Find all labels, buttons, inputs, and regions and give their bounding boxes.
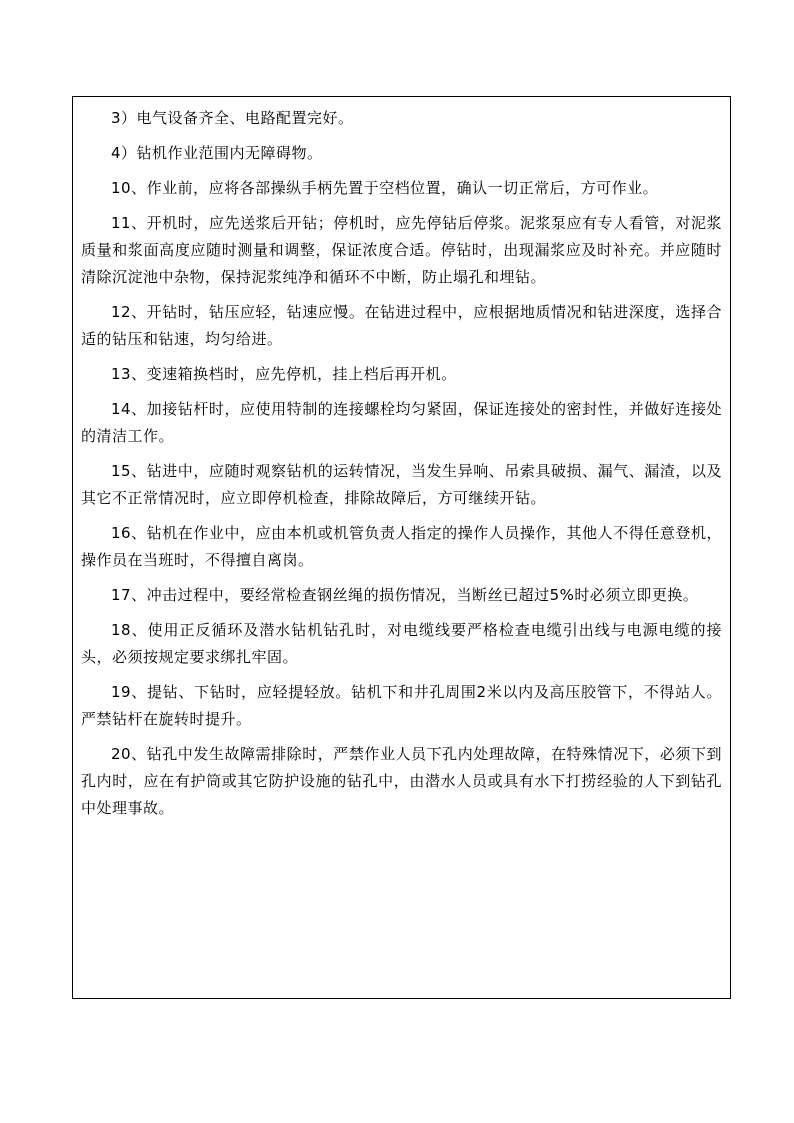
paragraph-rule-12: 12、开钻时，钻压应轻，钻速应慢。在钻进过程中，应根据地质情况和钻进深度，选择合适的钻压和钻速，均匀给进。	[81, 303, 722, 348]
paragraph-rule-15: 15、钻进中，应随时观察钻机的运转情况，当发生异响、吊索具破损、漏气、漏渣，以及其它不正常情况时，应立即停机检查，排除故障后，方可继续开钻。	[81, 462, 722, 507]
paragraph-rule-14: 14、加接钻杆时，应使用特制的连接螺栓均匀紧固，保证连接处的密封性，并做好连接处的清洁工作。	[81, 400, 722, 445]
paragraph-rule-17: 17、冲击过程中，要经常检查钢丝绳的损伤情况，当断丝已超过5%时必须立即更换。	[111, 586, 699, 604]
paragraph-rule-13: 13、变速箱换档时，应先停机，挂上档后再开机。	[111, 365, 457, 383]
paragraph-rule-16: 16、钻机在作业中，应由本机或机管负责人指定的操作人员操作，其他人不得任意登机，操作员在当班时，不得擅自离岗。	[81, 524, 722, 569]
paragraph-rule-10: 10、作业前，应将各部操纵手柄先置于空档位置，确认一切正常后，方可作业。	[111, 179, 659, 197]
paragraph-rule-20: 20、钻孔中发生故障需排除时，严禁作业人员下孔内处理故障，在特殊情况下，必须下到孔内时，应在有护筒或其它防护设施的钻孔中，由潜水人员或具有水下打捞经验的人下到钻孔中处理事故。	[81, 745, 722, 817]
paragraph-item-3: 3）电气设备齐全、电路配置完好。	[111, 109, 354, 127]
paragraph-item-4: 4）钻机作业范围内无障碍物。	[111, 144, 323, 162]
paragraph-rule-18: 18、使用正反循环及潜水钻机钻孔时，对电缆线要严格检查电缆引出线与电源电缆的接头，必须按规定要求绑扎牢固。	[81, 621, 722, 666]
paragraph-rule-11: 11、开机时，应先送浆后开钻；停机时，应先停钻后停浆。泥浆泵应有专人看管，对泥浆质量和浆面高度应随时测量和调整，保证浓度合适。停钻时，出现漏浆应及时补充。并应随时清除沉淀池中杂物，保持泥浆纯净和循环不中断，防止塌孔和埋钻。	[81, 214, 722, 286]
document-table-cell	[72, 96, 731, 999]
paragraph-rule-19: 19、提钻、下钻时，应轻提轻放。钻机下和井孔周围2米以内及高压胶管下，不得站人。严禁钻杆在旋转时提升。	[81, 683, 722, 728]
